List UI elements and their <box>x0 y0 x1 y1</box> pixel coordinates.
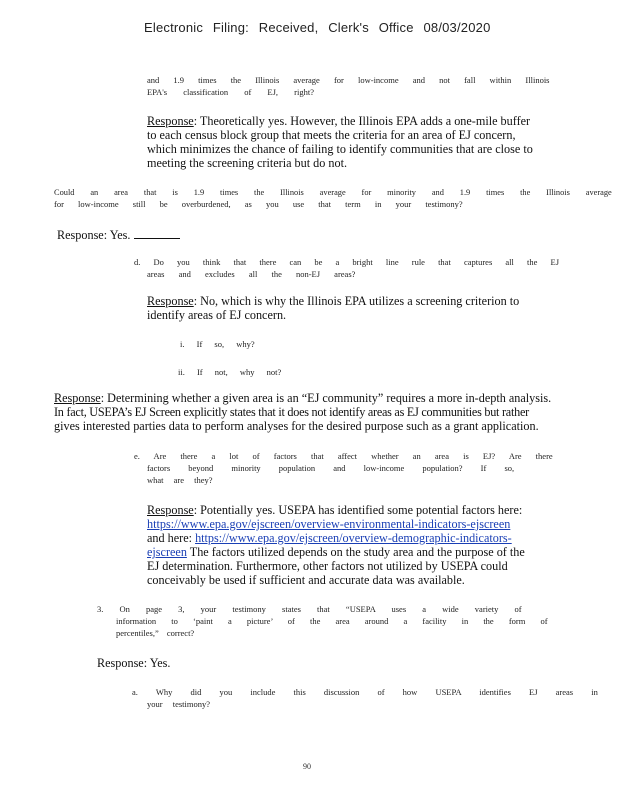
response-label: Response <box>147 114 194 128</box>
question-text: what are they? <box>147 475 213 485</box>
response-line: In fact, USEPA’s EJ Screen explicitly states that it does not identify areas as EJ communities but rather <box>54 405 529 419</box>
response-paragraph: Response: Yes. <box>97 656 171 670</box>
filing-header: Electronic Filing: Received, Clerk's Office 08/03/2020 <box>144 20 491 35</box>
response-line: gives interested parties data to perform analyses for the desired purpose such as a grant application. <box>54 419 539 433</box>
response-line: meeting the screening criteria but do not. <box>147 156 348 170</box>
response-paragraph: Response: Theoretically yes. However, the Illinois EPA adds a one-mile buffer <box>147 114 531 128</box>
response-paragraph <box>57 228 180 243</box>
response-label: Response <box>147 503 194 517</box>
response-paragraph: Response: Potentially yes. USEPA has identified some potential factors here: <box>147 503 523 517</box>
question-text: information to ‘paint a picture’ of the area around a facility in the form of <box>116 616 548 626</box>
question-text: percentiles,” correct? <box>116 628 195 638</box>
question-text: d. Do you think that there can be a bright line rule that captures all the EJ <box>134 257 560 267</box>
question-text: i. If so, why? <box>180 339 255 349</box>
response-paragraph: Response: No, which is why the Illinois EPA utilizes a screening criterion to <box>147 294 520 308</box>
signature-blank <box>134 228 180 239</box>
response-paragraph: Response: Determining whether a given area is an “EJ community” requires a more in-depth analysis. <box>54 391 552 405</box>
question-text: e. Are there a lot of factors that affect whether an area is EJ? Are there <box>134 451 553 461</box>
page-number: 90 <box>303 762 311 771</box>
question-text: a. Why did you include this discussion of how USEPA identifies EJ areas in <box>132 687 598 697</box>
response-line: EJ determination. Furthermore, other factors not utilized by USEPA could <box>147 559 508 573</box>
question-text: Could an area that is 1.9 times the Illinois average for minority and 1.9 times the Illinois average <box>54 187 612 197</box>
response-label: Response <box>147 294 194 308</box>
question-text: 3. On page 3, your testimony states that “USEPA uses a wide variety of <box>97 604 522 614</box>
response-line <box>147 518 510 532</box>
response-label: Response: Yes. <box>57 228 131 242</box>
ejscreen-demographic-link[interactable]: https://www.epa.gov/ejscreen/overview-demographic-indicators- <box>195 531 512 545</box>
ejscreen-environmental-link[interactable]: https://www.epa.gov/ejscreen/overview-environmental-indicators-ejscreen <box>147 517 511 531</box>
ejscreen-demographic-link-cont[interactable]: ejscreen <box>147 545 187 559</box>
response-line: to each census block group that meets the criteria for an area of EJ concern, <box>147 128 516 142</box>
question-text: and 1.9 times the Illinois average for low-income and not fall within Illinois <box>147 75 550 85</box>
response-line: and here: https://www.epa.gov/ejscreen/overview-demographic-indicators- <box>147 531 512 545</box>
response-line: conceivably be used if sufficient and accurate data was available. <box>147 573 465 587</box>
question-text: ii. If not, why not? <box>178 367 282 377</box>
question-text: factors beyond minority population and low-income population? If so, <box>147 463 515 473</box>
response-line: identify areas of EJ concern. <box>147 308 287 322</box>
response-line: which minimizes the chance of failing to identify communities that are close to <box>147 142 533 156</box>
question-text: for low-income still be overburdened, as you use that term in your testimony? <box>54 199 463 209</box>
question-text: EPA's classification of EJ, right? <box>147 87 314 97</box>
question-text: areas and excludes all the non-EJ areas? <box>147 269 356 279</box>
response-label: Response <box>54 391 101 405</box>
response-line: ejscreen The factors utilized depends on the study area and the purpose of the <box>147 545 525 559</box>
question-text: your testimony? <box>147 699 211 709</box>
